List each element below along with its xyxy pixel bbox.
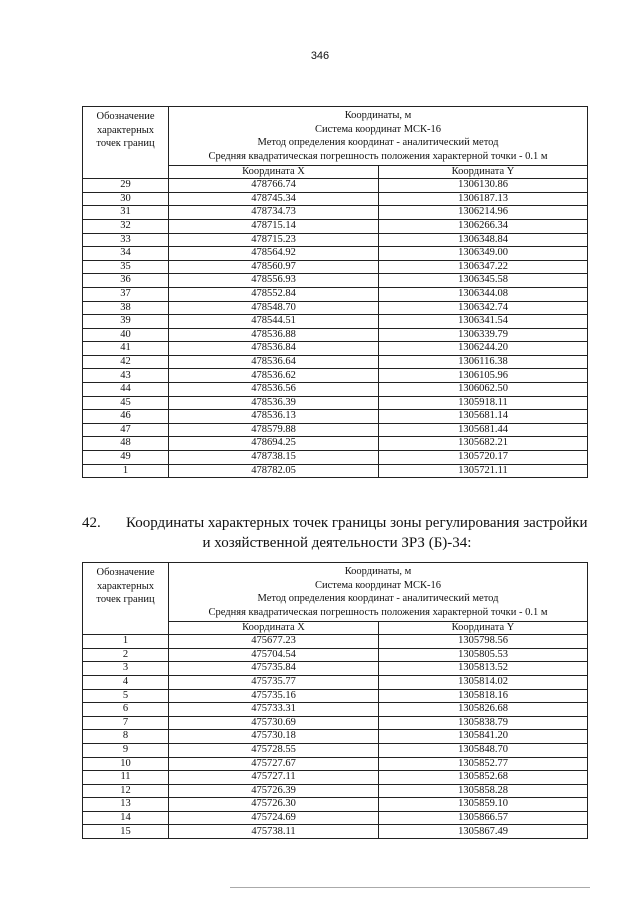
table-row (83, 247, 588, 261)
bottom-rule (230, 887, 590, 888)
table-row (83, 396, 588, 410)
point-number-cell: 37 (83, 287, 169, 301)
page-number: 346 (310, 50, 330, 62)
table-row (83, 219, 588, 233)
coord-x-cell: 478782.05 (169, 464, 379, 478)
table-row (83, 315, 588, 329)
coord-y-cell: 1306348.84 (379, 233, 588, 247)
point-number-cell: 41 (83, 342, 169, 356)
coords-system: Система координат МСК-16 (314, 579, 442, 591)
coordinates-header (169, 107, 588, 166)
coords-accuracy: Средняя квадратическая погрешность положения характерной точки - 0.1 м (208, 150, 548, 162)
coord-y-cell: 1305818.16 (379, 689, 588, 703)
table-row (83, 274, 588, 288)
coord-x-cell: 475727.67 (169, 757, 379, 771)
table-row (83, 451, 588, 465)
coord-y-cell: 1306062.50 (379, 383, 588, 397)
coord-x-cell: 478548.70 (169, 301, 379, 315)
coords-title: Координаты, м (344, 110, 412, 121)
table-row (83, 771, 588, 785)
coord-y-cell: 1305814.02 (379, 675, 588, 689)
table-row (83, 784, 588, 798)
coord-x-cell: 478536.84 (169, 342, 379, 356)
point-number-cell: 7 (83, 716, 169, 730)
coord-x-cell: 478734.73 (169, 206, 379, 220)
section-number: 42. (82, 515, 101, 531)
coord-x-cell: 478536.39 (169, 396, 379, 410)
point-number-cell: 46 (83, 410, 169, 424)
col-y-header: Координата Y (379, 165, 588, 179)
table-row (83, 287, 588, 301)
point-designation-header: Обозначение характерных точек границ (83, 563, 169, 635)
table-row (83, 206, 588, 220)
point-number-cell: 2 (83, 648, 169, 662)
table-row (83, 410, 588, 424)
coord-y-cell: 1305720.17 (379, 451, 588, 465)
point-number-cell: 30 (83, 192, 169, 206)
table-row (83, 355, 588, 369)
coordinates-table-2 (82, 562, 588, 839)
coord-x-cell: 475735.77 (169, 675, 379, 689)
point-number-cell: 48 (83, 437, 169, 451)
table-row (83, 437, 588, 451)
point-number-cell: 1 (83, 464, 169, 478)
coord-x-cell: 478579.88 (169, 423, 379, 437)
point-number-cell: 29 (83, 179, 169, 193)
coord-x-cell: 478745.34 (169, 192, 379, 206)
table-body (83, 179, 588, 478)
coord-y-cell: 1306341.54 (379, 315, 588, 329)
coord-y-cell: 1305838.79 (379, 716, 588, 730)
coord-y-cell: 1306347.22 (379, 260, 588, 274)
coord-y-cell: 1305918.11 (379, 396, 588, 410)
section-title-line-2: и хозяйственной деятельности ЗРЗ (Б)-34: (202, 535, 472, 551)
coord-x-cell: 475733.31 (169, 703, 379, 717)
point-number-cell: 12 (83, 784, 169, 798)
point-number-cell: 4 (83, 675, 169, 689)
coords-method: Метод определения координат - аналитический метод (257, 137, 499, 149)
point-number-cell: 44 (83, 383, 169, 397)
coord-x-cell: 475738.11 (169, 825, 379, 839)
table-row (83, 260, 588, 274)
point-number-cell: 5 (83, 689, 169, 703)
table-row (83, 675, 588, 689)
coord-y-cell: 1305805.53 (379, 648, 588, 662)
table-row (83, 716, 588, 730)
table-row (83, 730, 588, 744)
table-row (83, 648, 588, 662)
table-row (83, 423, 588, 437)
point-number-cell: 8 (83, 730, 169, 744)
table-header-row (83, 563, 588, 622)
coordinates-table-1 (82, 106, 588, 478)
col-y-header: Координата Y (379, 621, 588, 635)
table-row (83, 192, 588, 206)
coord-x-cell: 478715.14 (169, 219, 379, 233)
point-number-cell: 3 (83, 662, 169, 676)
point-number-cell: 6 (83, 703, 169, 717)
table-row (83, 662, 588, 676)
coord-y-cell: 1306266.34 (379, 219, 588, 233)
coord-x-cell: 478552.84 (169, 287, 379, 301)
table-row (83, 301, 588, 315)
coordinates-header (169, 563, 588, 622)
point-number-cell: 31 (83, 206, 169, 220)
point-number-cell: 35 (83, 260, 169, 274)
point-number-cell: 9 (83, 743, 169, 757)
coords-method: Метод определения координат - аналитический метод (257, 593, 499, 605)
coord-y-cell: 1306116.38 (379, 355, 588, 369)
coord-y-cell: 1306349.00 (379, 247, 588, 261)
point-number-cell: 42 (83, 355, 169, 369)
coord-y-cell: 1305858.28 (379, 784, 588, 798)
table-row (83, 743, 588, 757)
table-row (83, 635, 588, 649)
table-row (83, 342, 588, 356)
coord-y-cell: 1305681.44 (379, 423, 588, 437)
table-row (83, 689, 588, 703)
point-number-cell: 38 (83, 301, 169, 315)
coord-x-cell: 475726.39 (169, 784, 379, 798)
coord-x-cell: 478536.64 (169, 355, 379, 369)
coord-y-cell: 1306345.58 (379, 274, 588, 288)
coord-y-cell: 1305859.10 (379, 798, 588, 812)
coord-x-cell: 478694.25 (169, 437, 379, 451)
coord-x-cell: 478544.51 (169, 315, 379, 329)
table-row (83, 383, 588, 397)
coord-y-cell: 1306105.96 (379, 369, 588, 383)
coord-x-cell: 478766.74 (169, 179, 379, 193)
table-row (83, 757, 588, 771)
coord-y-cell: 1305848.70 (379, 743, 588, 757)
table-row (83, 703, 588, 717)
coord-y-cell: 1306339.79 (379, 328, 588, 342)
coord-x-cell: 475735.16 (169, 689, 379, 703)
point-number-cell: 40 (83, 328, 169, 342)
table-row (83, 179, 588, 193)
point-number-cell: 14 (83, 811, 169, 825)
coord-x-cell: 478536.88 (169, 328, 379, 342)
point-number-cell: 34 (83, 247, 169, 261)
coord-y-cell: 1305852.68 (379, 771, 588, 785)
coord-x-cell: 475730.69 (169, 716, 379, 730)
coord-y-cell: 1306344.08 (379, 287, 588, 301)
coord-x-cell: 475677.23 (169, 635, 379, 649)
coord-x-cell: 475728.55 (169, 743, 379, 757)
point-number-cell: 13 (83, 798, 169, 812)
coord-y-cell: 1306130.86 (379, 179, 588, 193)
coord-y-cell: 1305852.77 (379, 757, 588, 771)
point-number-cell: 33 (83, 233, 169, 247)
coord-x-cell: 478536.56 (169, 383, 379, 397)
coord-x-cell: 475726.30 (169, 798, 379, 812)
point-number-cell: 11 (83, 771, 169, 785)
point-number-cell: 10 (83, 757, 169, 771)
coord-x-cell: 475730.18 (169, 730, 379, 744)
point-number-cell: 45 (83, 396, 169, 410)
coord-y-cell: 1305867.49 (379, 825, 588, 839)
point-designation-header: Обозначение характерных точек границ (83, 107, 169, 179)
coord-x-cell: 478738.15 (169, 451, 379, 465)
point-number-cell: 1 (83, 635, 169, 649)
col-x-header: Координата X (169, 621, 379, 635)
point-number-cell: 47 (83, 423, 169, 437)
coord-y-cell: 1305866.57 (379, 811, 588, 825)
table-row (83, 233, 588, 247)
coord-x-cell: 478556.93 (169, 274, 379, 288)
point-number-cell: 15 (83, 825, 169, 839)
table-row (83, 369, 588, 383)
coord-x-cell: 475724.69 (169, 811, 379, 825)
coord-x-cell: 475727.11 (169, 771, 379, 785)
coord-y-cell: 1306214.96 (379, 206, 588, 220)
coord-y-cell: 1305798.56 (379, 635, 588, 649)
coords-system: Система координат МСК-16 (314, 123, 442, 135)
table-header-row (83, 107, 588, 166)
coord-x-cell: 475735.84 (169, 662, 379, 676)
coord-y-cell: 1306244.20 (379, 342, 588, 356)
table-row (83, 811, 588, 825)
table-row (83, 464, 588, 478)
coord-y-cell: 1305721.11 (379, 464, 588, 478)
point-number-cell: 43 (83, 369, 169, 383)
point-number-cell: 39 (83, 315, 169, 329)
table-row (83, 825, 588, 839)
coord-y-cell: 1305841.20 (379, 730, 588, 744)
coord-x-cell: 478564.92 (169, 247, 379, 261)
point-number-cell: 36 (83, 274, 169, 288)
coord-x-cell: 478536.13 (169, 410, 379, 424)
table-body (83, 635, 588, 839)
coord-y-cell: 1305813.52 (379, 662, 588, 676)
coord-x-cell: 478715.23 (169, 233, 379, 247)
coords-title: Координаты, м (344, 566, 412, 577)
coord-x-cell: 475704.54 (169, 648, 379, 662)
point-number-cell: 32 (83, 219, 169, 233)
col-x-header: Координата X (169, 165, 379, 179)
point-number-cell: 49 (83, 451, 169, 465)
section-title-line-1: Координаты характерных точек границы зоны регулирования застройки (126, 515, 588, 531)
coord-y-cell: 1306187.13 (379, 192, 588, 206)
coord-y-cell: 1305826.68 (379, 703, 588, 717)
coord-y-cell: 1305682.21 (379, 437, 588, 451)
table-row (83, 328, 588, 342)
coord-y-cell: 1305681.14 (379, 410, 588, 424)
table-row (83, 798, 588, 812)
coords-accuracy: Средняя квадратическая погрешность положения характерной точки - 0.1 м (208, 606, 548, 618)
coord-x-cell: 478560.97 (169, 260, 379, 274)
coord-y-cell: 1306342.74 (379, 301, 588, 315)
coord-x-cell: 478536.62 (169, 369, 379, 383)
